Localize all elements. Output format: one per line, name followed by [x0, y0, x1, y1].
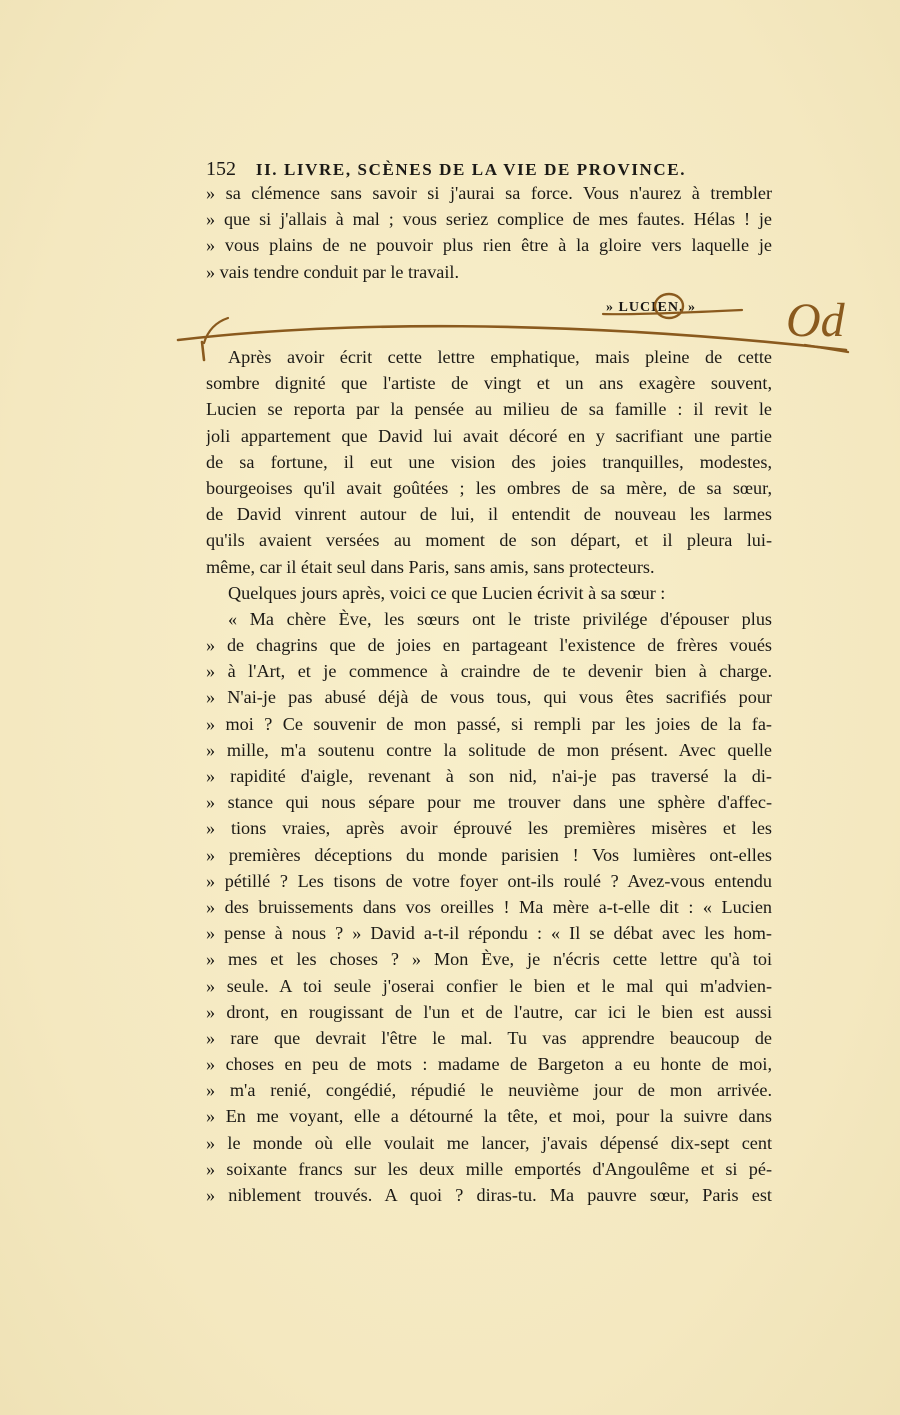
text-line: » N'ai-je pas abusé déjà de vous tous, qui vous êtes sacrifiés pour — [206, 687, 772, 708]
text-line: » que si j'allais à mal ; vous seriez complice de mes fautes. Hélas ! je — [206, 209, 772, 230]
text-line: » mes et les choses ? » Mon Ève, je n'écris cette lettre qu'à toi — [206, 949, 772, 970]
text-line: joli appartement que David lui avait décoré en y sacrifiant une partie — [206, 425, 772, 446]
text-line: » dront, en rougissant de l'un et de l'autre, car ici le bien est aussi — [206, 1001, 772, 1022]
insertion-hook — [204, 318, 228, 343]
text-line: » stance qui nous sépare pour me trouver dans une sphère d'affec- — [206, 792, 772, 813]
text-line: « Ma chère Ève, les sœurs ont le triste privilége d'épouser plus — [228, 608, 772, 629]
text-line: » premières déceptions du monde parisien ! Vos lumières ont-elles — [206, 844, 772, 865]
text-line: » des bruissements dans vos oreilles ! Ma mère a-t-elle dit : « Lucien — [206, 896, 772, 917]
text-line: Après avoir écrit cette lettre emphatique, mais pleine de cette — [228, 347, 772, 367]
narrative-and-letter — [206, 344, 772, 1208]
text-line: sombre dignité que l'artiste de vingt et un ans exagère souvent, — [206, 373, 772, 394]
text-line: Lucien se reporta par la pensée au milieu de sa famille : il revit le — [206, 399, 772, 420]
text-line: » le monde où elle voulait me lancer, j'avais dépensé dix-sept cent — [206, 1132, 772, 1153]
page-number: 152 — [206, 158, 236, 180]
text-line: » soixante francs sur les deux mille emportés d'Angoulême et si pé- — [206, 1158, 772, 1179]
text-line: » mille, m'a soutenu contre la solitude de mon présent. Avec quelle — [206, 739, 772, 760]
signature-strike — [603, 310, 742, 314]
text-line: » niblement trouvés. A quoi ? diras-tu. Ma pauvre sœur, Paris est — [206, 1185, 772, 1205]
text-line: » de chagrins que de joies en partageant l'existence de frères voués — [206, 635, 772, 656]
text-line: » rare que devrait l'être le mal. Tu vas apprendre beaucoup de — [206, 1027, 772, 1048]
margin-mark: Od — [786, 294, 845, 347]
text-line: de sa fortune, il eut une vision des joies tranquilles, modestes, — [206, 451, 772, 472]
running-title: II. LIVRE, SCÈNES DE LA VIE DE PROVINCE. — [255, 160, 687, 179]
insertion-tick — [202, 342, 204, 360]
text-line: qu'ils avaient versées au moment de son départ, et il pleura lui- — [206, 530, 772, 551]
text-line: même, car il était seul dans Paris, sans amis, sans protecteurs. — [206, 556, 655, 577]
text-line: » m'a renié, congédié, répudié le neuvième jour de mon arrivée. — [206, 1080, 772, 1101]
text-line: » vais tendre conduit par le travail. — [206, 261, 460, 282]
text-line: » seule. A toi seule j'oserai confier le bien et le mal qui m'advien- — [206, 975, 772, 996]
text-line: » tions vraies, après avoir éprouvé les premières misères et les — [206, 818, 772, 839]
text-line: » choses en peu de mots : madame de Bargeton a eu honte de moi, — [206, 1054, 772, 1075]
text-line: » rapidité d'aigle, revenant à son nid, n'ai-je pas traversé la di- — [206, 766, 772, 786]
text-line: de David vinrent autour de lui, il entendit de nouveau les larmes — [206, 504, 772, 525]
text-line: » pétillé ? Les tisons de votre foyer ont-ils roulé ? Avez-vous entendu — [206, 870, 772, 891]
text-line: » pense à nous ? » David a-t-il répondu : « Il se débat avec les hom- — [206, 923, 772, 944]
text-line: Quelques jours après, voici ce que Lucien écrivit à sa sœur : — [228, 582, 666, 603]
circle-mark — [655, 294, 683, 318]
text-line: » sa clémence sans savoir si j'aurai sa force. Vous n'aurez à trembler — [206, 183, 772, 203]
letter-signature: » LUCIEN. » — [606, 300, 696, 315]
text-line: » vous plains de ne pouvoir plus rien être à la gloire vers laquelle je — [206, 235, 772, 256]
text-line: » En me voyant, elle a détourné la tête, et moi, pour la suivre dans — [206, 1106, 772, 1127]
text-line: bourgeoises qu'il avait goûtées ; les ombres de sa mère, de sa sœur, — [206, 477, 772, 498]
text-line: » moi ? Ce souvenir de mon passé, si rempli par les joies de la fa- — [206, 713, 772, 734]
text-line: » à l'Art, et je commence à craindre de te devenir bien à charge. — [206, 661, 772, 682]
